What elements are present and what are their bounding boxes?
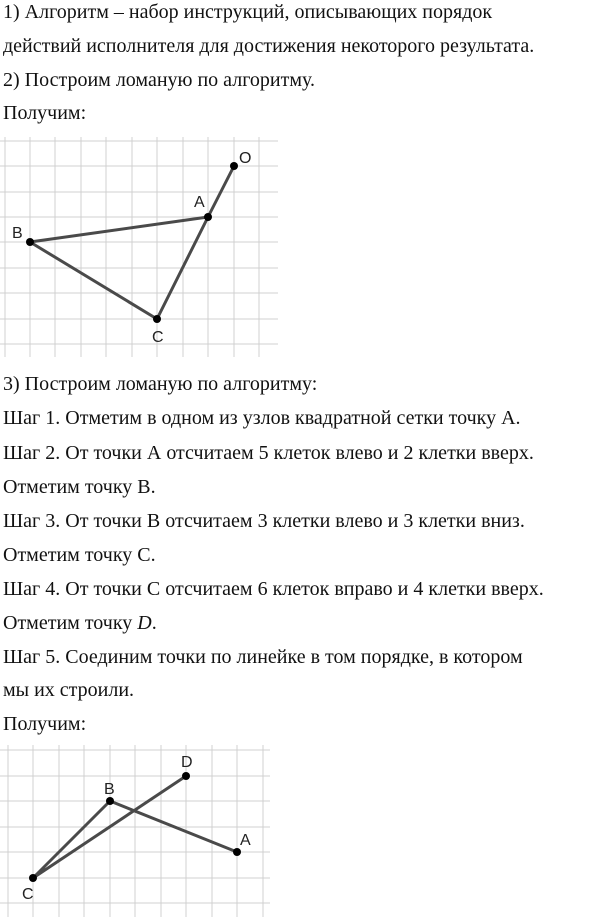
step-3-mark: Отметим точку С. (3, 544, 156, 566)
figure-2-polyline-grid (0, 740, 615, 917)
figure-2-label-a: A (240, 832, 251, 849)
step-5: Шаг 5. Соединим точки по линейке в том порядке, в котором (3, 646, 523, 668)
step-5-continued: мы их строили. (3, 679, 135, 701)
figure-2-point-b (106, 797, 114, 805)
figure-1-grid (0, 137, 278, 357)
result-label-1: Получим: (3, 102, 87, 124)
figure-1-polyline-grid (0, 130, 615, 365)
step-3: Шаг 3. От точки В отсчитаем 3 клетки влево и 3 клетки вниз. (3, 510, 525, 532)
figure-1-point-b (26, 238, 34, 246)
step-4-mark-prefix: Отметим точку (3, 612, 138, 634)
figure-1-label-c: C (152, 329, 164, 346)
figure-2-label-c: C (22, 886, 34, 903)
figure-1-point-a (204, 213, 212, 221)
task-2-heading: 2) Построим ломаную по алгоритму. (3, 69, 316, 91)
figure-1-label-o: O (239, 150, 252, 167)
figure-2-point-a (233, 848, 241, 856)
step-4: Шаг 4. От точки С отсчитаем 6 клеток вправо и 4 клетки вверх. (3, 578, 544, 600)
step-2-mark: Отметим точку В. (3, 476, 156, 498)
figure-2-point-d (182, 772, 190, 780)
figure-2-grid (0, 745, 270, 917)
definition-line-1: 1) Алгоритм – набор инструкций, описывающих порядок (3, 1, 493, 23)
step-4-mark (3, 611, 157, 635)
task-3-heading: 3) Построим ломаную по алгоритму: (3, 373, 318, 395)
step-1: Шаг 1. Отметим в одном из узлов квадратной сетки точку А. (3, 407, 521, 429)
point-d-name: D (137, 612, 152, 634)
figure-1-point-c (153, 315, 161, 323)
step-4-mark-suffix: . (151, 612, 157, 634)
figure-2-point-c (29, 874, 37, 882)
figure-1-point-o (230, 162, 238, 170)
figure-2-label-d: D (181, 754, 193, 771)
result-label-2: Получим: (3, 713, 87, 735)
definition-line-2: действий исполнителя для достижения некоторого результата. (3, 35, 535, 57)
figure-1-label-a: A (194, 194, 205, 211)
step-2: Шаг 2. От точки А отсчитаем 5 клеток влево и 2 клетки вверх. (3, 442, 534, 464)
figure-2-label-b: B (104, 781, 115, 798)
figure-1-label-b: B (12, 225, 23, 242)
